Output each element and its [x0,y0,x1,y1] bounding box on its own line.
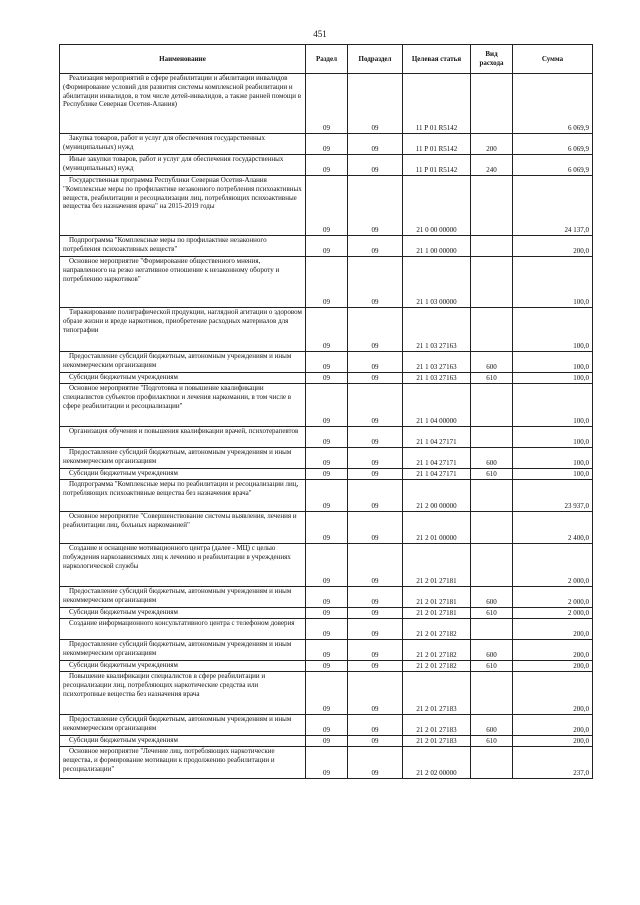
row-section: 09 [306,587,348,608]
row-target-article: 21 1 04 00000 [403,384,471,427]
row-subsection: 09 [348,373,403,384]
row-subsection: 09 [348,640,403,661]
row-section: 09 [306,469,348,480]
row-subsection: 09 [348,155,403,176]
row-target-article: 21 2 01 27181 [403,608,471,619]
row-name-text: Предоставление субсидий бюджетным, автономным учреждениям и иным некоммерческим организациям [63,640,292,657]
table-row [60,74,593,134]
row-name [60,176,306,236]
row-name-text: Подпрограмма "Комплексные меры по реабилитации и ресоциализации лиц, потребляющих психоактивные вещества без назначения врача" [63,480,299,497]
row-expense-type [471,236,513,257]
table-row [60,512,593,544]
table-row [60,661,593,672]
row-section: 09 [306,736,348,747]
row-section: 09 [306,134,348,155]
row-target-article: 21 1 03 27163 [403,352,471,373]
row-expense-type: 600 [471,587,513,608]
row-section: 09 [306,448,348,469]
budget-table [59,44,593,779]
row-name [60,352,306,373]
table-row [60,236,593,257]
row-expense-type: 610 [471,608,513,619]
row-name-text: Субсидии бюджетным учреждениям [69,469,178,477]
row-subsection: 09 [348,480,403,512]
row-name [60,384,306,427]
row-expense-type: 610 [471,661,513,672]
row-name-text: Создание информационного консультативного центра с телефоном доверия [69,619,295,627]
row-name-text: Реализация мероприятий в сфере реабилитации и абилитации инвалидов (Формирование условий для развития системы комплексной реабилитации и абилитации инвалидов, в том числе детей-инвалидов, а также ранней помощи в Республике Северная Осетия-Алания) [63,74,302,109]
row-subsection: 09 [348,587,403,608]
row-sum: 100,0 [513,257,593,308]
row-name [60,448,306,469]
header-name: Наименование [60,45,306,74]
row-target-article: 21 1 04 27171 [403,469,471,480]
header-expense-type: Вид расхода [471,45,513,74]
row-expense-type [471,257,513,308]
row-section: 09 [306,155,348,176]
row-target-article: 11 Р 01 R5142 [403,134,471,155]
row-sum: 2 000,0 [513,587,593,608]
row-sum: 24 137,0 [513,176,593,236]
row-section: 09 [306,176,348,236]
row-name [60,608,306,619]
row-subsection: 09 [348,308,403,352]
row-expense-type: 240 [471,155,513,176]
row-name [60,373,306,384]
row-section: 09 [306,715,348,736]
row-sum: 200,0 [513,640,593,661]
header-target-article: Целевая статья [403,45,471,74]
row-expense-type: 200 [471,134,513,155]
table-row [60,176,593,236]
row-section: 09 [306,352,348,373]
table-row [60,352,593,373]
table-row [60,747,593,779]
row-sum: 2 000,0 [513,544,593,587]
row-subsection: 09 [348,74,403,134]
row-subsection: 09 [348,427,403,448]
row-expense-type: 600 [471,715,513,736]
row-name-text: Предоставление субсидий бюджетным, автономным учреждениям и иным некоммерческим организациям [63,352,292,369]
row-name [60,587,306,608]
row-name-text: Подпрограмма "Комплексные меры по профилактике незаконного потребления психоактивных веществ" [63,236,267,253]
row-section: 09 [306,512,348,544]
row-expense-type [471,672,513,715]
row-expense-type: 600 [471,640,513,661]
row-target-article: 21 2 01 27183 [403,715,471,736]
row-subsection: 09 [348,257,403,308]
row-name [60,512,306,544]
row-expense-type [471,427,513,448]
row-expense-type: 600 [471,352,513,373]
row-expense-type [471,544,513,587]
row-expense-type [471,619,513,640]
row-sum: 2 000,0 [513,608,593,619]
row-section: 09 [306,257,348,308]
row-name-text: Основное мероприятие "Лечение лиц, потребляющих наркотические вещества, и формирование мотивации к продолжению реабилитации и ресоциализации" [63,747,275,773]
row-name [60,257,306,308]
row-sum: 200,0 [513,715,593,736]
row-target-article: 21 2 01 27181 [403,544,471,587]
row-name [60,661,306,672]
row-target-article: 21 2 01 00000 [403,512,471,544]
row-expense-type [471,176,513,236]
row-sum: 100,0 [513,448,593,469]
row-sum: 2 400,0 [513,512,593,544]
table-row [60,608,593,619]
row-target-article: 21 2 01 27182 [403,661,471,672]
row-subsection: 09 [348,176,403,236]
row-name [60,469,306,480]
row-section: 09 [306,427,348,448]
row-name-text: Предоставление субсидий бюджетным, автономным учреждениям и иным некоммерческим организациям [63,448,292,465]
row-target-article: 21 2 01 27182 [403,640,471,661]
row-target-article: 21 2 01 27183 [403,672,471,715]
row-name [60,480,306,512]
row-target-article: 21 1 03 27163 [403,373,471,384]
row-name [60,619,306,640]
row-section: 09 [306,480,348,512]
row-sum: 200,0 [513,672,593,715]
row-subsection: 09 [348,619,403,640]
row-name [60,640,306,661]
row-name [60,134,306,155]
table-row [60,427,593,448]
row-name-text: Закупка товаров, работ и услуг для обеспечения государственных (муниципальных) нужд [63,134,266,151]
row-target-article: 21 1 04 27171 [403,427,471,448]
row-sum: 200,0 [513,736,593,747]
row-sum: 200,0 [513,619,593,640]
row-subsection: 09 [348,236,403,257]
row-name-text: Субсидии бюджетным учреждениям [69,661,178,669]
page-number: 451 [313,29,327,39]
row-name [60,736,306,747]
row-section: 09 [306,608,348,619]
table-row [60,373,593,384]
row-target-article: 21 2 02 00000 [403,747,471,779]
row-subsection: 09 [348,715,403,736]
row-expense-type [471,74,513,134]
row-sum: 6 069,9 [513,134,593,155]
row-section: 09 [306,672,348,715]
row-expense-type: 610 [471,736,513,747]
table-row [60,544,593,587]
row-name-text: Предоставление субсидий бюджетным, автономным учреждениям и иным некоммерческим организациям [63,587,292,604]
row-name-text: Повышение квалификации специалистов в сфере реабилитации и ресоциализации лиц, потребляющих наркотические средства или психотропные вещества без назначения врача [63,672,266,698]
header-section: Раздел [306,45,348,74]
row-section: 09 [306,619,348,640]
row-sum: 100,0 [513,373,593,384]
row-subsection: 09 [348,736,403,747]
row-subsection: 09 [348,544,403,587]
row-target-article: 11 Р 01 R5142 [403,74,471,134]
row-section: 09 [306,747,348,779]
row-name [60,672,306,715]
row-expense-type [471,384,513,427]
row-name-text: Иные закупки товаров, работ и услуг для обеспечения государственных (муниципальных) нужд [63,155,284,172]
row-sum: 6 069,9 [513,74,593,134]
row-target-article: 21 2 01 27181 [403,587,471,608]
table-row [60,469,593,480]
table-row [60,134,593,155]
table-row [60,155,593,176]
header-subsection: Подраздел [348,45,403,74]
table-row [60,640,593,661]
row-section: 09 [306,74,348,134]
row-name-text: Субсидии бюджетным учреждениям [69,736,178,744]
row-target-article: 21 2 01 27182 [403,619,471,640]
row-expense-type [471,747,513,779]
row-section: 09 [306,661,348,672]
row-target-article: 11 Р 01 R5142 [403,155,471,176]
row-name-text: Создание и оснащение мотивационного центра (далее - МЦ) с целью побуждения наркозависимых лиц к лечению и реабилитации в учреждениях наркологической службы [63,544,291,570]
row-expense-type: 600 [471,448,513,469]
row-name [60,74,306,134]
row-name-text: Тиражирование полиграфической продукции, наглядной агитации о здоровом образе жизни и вреде наркотиков, приобретение расходных материалов для типографии [63,308,302,334]
row-target-article: 21 1 03 27163 [403,308,471,352]
table-row [60,257,593,308]
row-sum: 23 937,0 [513,480,593,512]
row-name [60,155,306,176]
row-section: 09 [306,640,348,661]
row-subsection: 09 [348,352,403,373]
row-expense-type [471,308,513,352]
row-section: 09 [306,373,348,384]
row-subsection: 09 [348,469,403,480]
row-name-text: Основное мероприятие "Совершенствование системы выявления, лечения и реабилитации лиц, больных наркоманией" [63,512,297,529]
row-target-article: 21 0 00 00000 [403,176,471,236]
row-target-article: 21 1 03 00000 [403,257,471,308]
row-subsection: 09 [348,661,403,672]
row-subsection: 09 [348,134,403,155]
table-row [60,480,593,512]
table-row [60,736,593,747]
row-sum: 237,0 [513,747,593,779]
row-expense-type [471,512,513,544]
row-name [60,715,306,736]
row-target-article: 21 1 00 00000 [403,236,471,257]
row-target-article: 21 2 01 27183 [403,736,471,747]
table-row [60,619,593,640]
row-target-article: 21 1 04 27171 [403,448,471,469]
row-name-text: Государственная программа Республики Северная Осетия-Алания "Комплексные меры по профилактике незаконного потребления психоактивных веществ, реабилитации и ресоциализации лиц, потребляющих психоактивные вещества без назначения врача" на 2015-2019 годы [63,176,302,211]
row-name-text: Предоставление субсидий бюджетным, автономным учреждениям и иным некоммерческим организациям [63,715,292,732]
row-sum: 6 069,9 [513,155,593,176]
row-name [60,747,306,779]
row-sum: 200,0 [513,236,593,257]
row-sum: 100,0 [513,352,593,373]
table-body [60,74,593,779]
row-name [60,236,306,257]
row-section: 09 [306,544,348,587]
header-sum: Сумма [513,45,593,74]
row-subsection: 09 [348,448,403,469]
row-sum: 100,0 [513,384,593,427]
table-row [60,715,593,736]
row-sum: 100,0 [513,469,593,480]
table-row [60,308,593,352]
row-subsection: 09 [348,747,403,779]
table-row [60,587,593,608]
table-row [60,384,593,427]
row-sum: 100,0 [513,427,593,448]
row-expense-type [471,480,513,512]
row-name-text: Субсидии бюджетным учреждениям [69,608,178,616]
table-row [60,448,593,469]
row-subsection: 09 [348,512,403,544]
row-name-text: Субсидии бюджетным учреждениям [69,373,178,381]
row-target-article: 21 2 00 00000 [403,480,471,512]
row-name-text: Основное мероприятие "Формирование общественного мнения, направленного на резко негативное отношение к незаконному обороту и потреблению наркотиков" [63,257,280,283]
row-expense-type: 610 [471,469,513,480]
row-name-text: Основное мероприятие "Подготовка и повышение квалификации специалистов субъектов профилактики и лечения наркомании, в том числе в сфере реабилитации и ресоциализации" [63,384,292,410]
row-sum: 100,0 [513,308,593,352]
table-row [60,672,593,715]
row-subsection: 09 [348,672,403,715]
row-subsection: 09 [348,384,403,427]
row-sum: 200,0 [513,661,593,672]
table-header-row [60,45,593,74]
row-expense-type: 610 [471,373,513,384]
row-name [60,544,306,587]
row-name-text: Организация обучения и повышения квалификации врачей, психотерапевтов [69,427,299,435]
row-name [60,308,306,352]
row-section: 09 [306,384,348,427]
row-subsection: 09 [348,608,403,619]
row-section: 09 [306,236,348,257]
row-name [60,427,306,448]
row-section: 09 [306,308,348,352]
